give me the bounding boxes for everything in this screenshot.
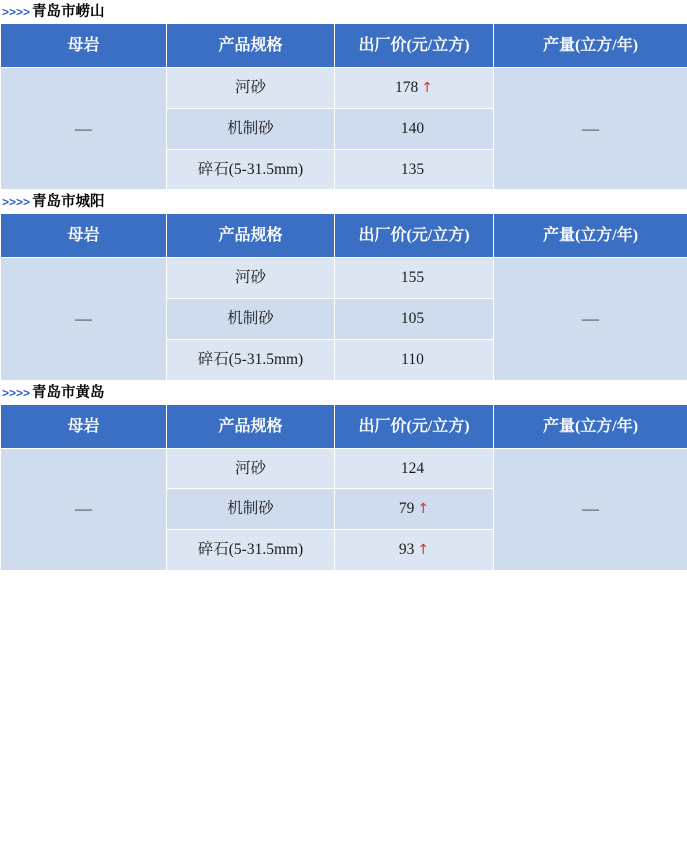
cell-product-spec: 碎石(5-31.5mm) [167,339,335,380]
arrow-up-icon: ↑ [417,542,430,559]
cell-parent-rock: — [1,68,167,190]
price-value: 140 [400,119,425,137]
cell-output: — [494,448,687,570]
column-header-parent-rock: 母岩 [1,214,167,258]
region-section-huangdao [0,381,687,571]
cell-output: — [494,68,687,190]
chevron-right-icon: >>>> [2,5,31,19]
table-header-row [1,404,687,448]
cell-price [335,489,494,530]
chevron-right-icon: >>>> [2,385,31,400]
price-table [0,404,687,571]
column-header-parent-rock: 母岩 [1,24,167,68]
cell-price [335,299,494,340]
cell-output: — [494,258,687,380]
cell-product-spec: 机制砂 [167,489,335,530]
cell-price [335,258,494,299]
price-value: 178 [395,79,419,97]
cell-product-spec: 河砂 [167,68,335,109]
table-header-row [1,24,687,68]
section-heading [0,190,687,213]
column-header-product-spec: 产品规格 [167,404,335,448]
price-value: 79 [398,500,415,518]
section-title: 青岛市黄岛 [32,384,105,401]
section-title: 青岛市城阳 [32,194,105,211]
cell-price [335,68,494,109]
arrow-up-icon: ↑ [421,80,433,97]
column-header-product-spec: 产品规格 [167,214,335,258]
cell-product-spec: 机制砂 [167,299,335,340]
column-header-product-spec: 产品规格 [167,24,335,68]
cell-price [335,108,494,149]
price-value: 105 [400,310,425,328]
chevron-right-icon: >>>> [2,195,31,210]
table-row [1,258,687,299]
column-header-output: 产量(立方/年) [494,24,687,68]
price-value: 93 [398,541,415,559]
cell-price [335,530,494,571]
cell-parent-rock: — [1,258,167,380]
cell-product-spec: 碎石(5-31.5mm) [167,149,335,190]
column-header-output: 产量(立方/年) [494,214,687,258]
price-value: 124 [400,459,425,477]
cell-product-spec: 河砂 [167,258,335,299]
cell-price [335,448,494,489]
column-header-ex-factory-price: 出厂价(元/立方) [335,404,494,448]
region-section-chengyang [0,190,687,380]
cell-product-spec: 河砂 [167,448,335,489]
table-row [1,448,687,489]
cell-product-spec: 机制砂 [167,108,335,149]
column-header-ex-factory-price: 出厂价(元/立方) [335,214,494,258]
region-section-laoshan [0,0,687,190]
section-title: 青岛市崂山 [32,4,105,20]
price-value: 110 [401,350,424,368]
price-table [0,213,687,380]
cell-parent-rock: — [1,448,167,570]
arrow-up-icon: ↑ [417,501,430,518]
cell-price [335,339,494,380]
section-heading [0,0,687,23]
price-table [0,23,687,190]
price-value: 155 [400,269,425,287]
section-heading [0,381,687,404]
cell-price [335,149,494,190]
cell-product-spec: 碎石(5-31.5mm) [167,530,335,571]
table-header-row [1,214,687,258]
column-header-output: 产量(立方/年) [494,404,687,448]
price-value: 135 [400,160,425,178]
table-row [1,68,687,109]
column-header-ex-factory-price: 出厂价(元/立方) [335,24,494,68]
column-header-parent-rock: 母岩 [1,404,167,448]
